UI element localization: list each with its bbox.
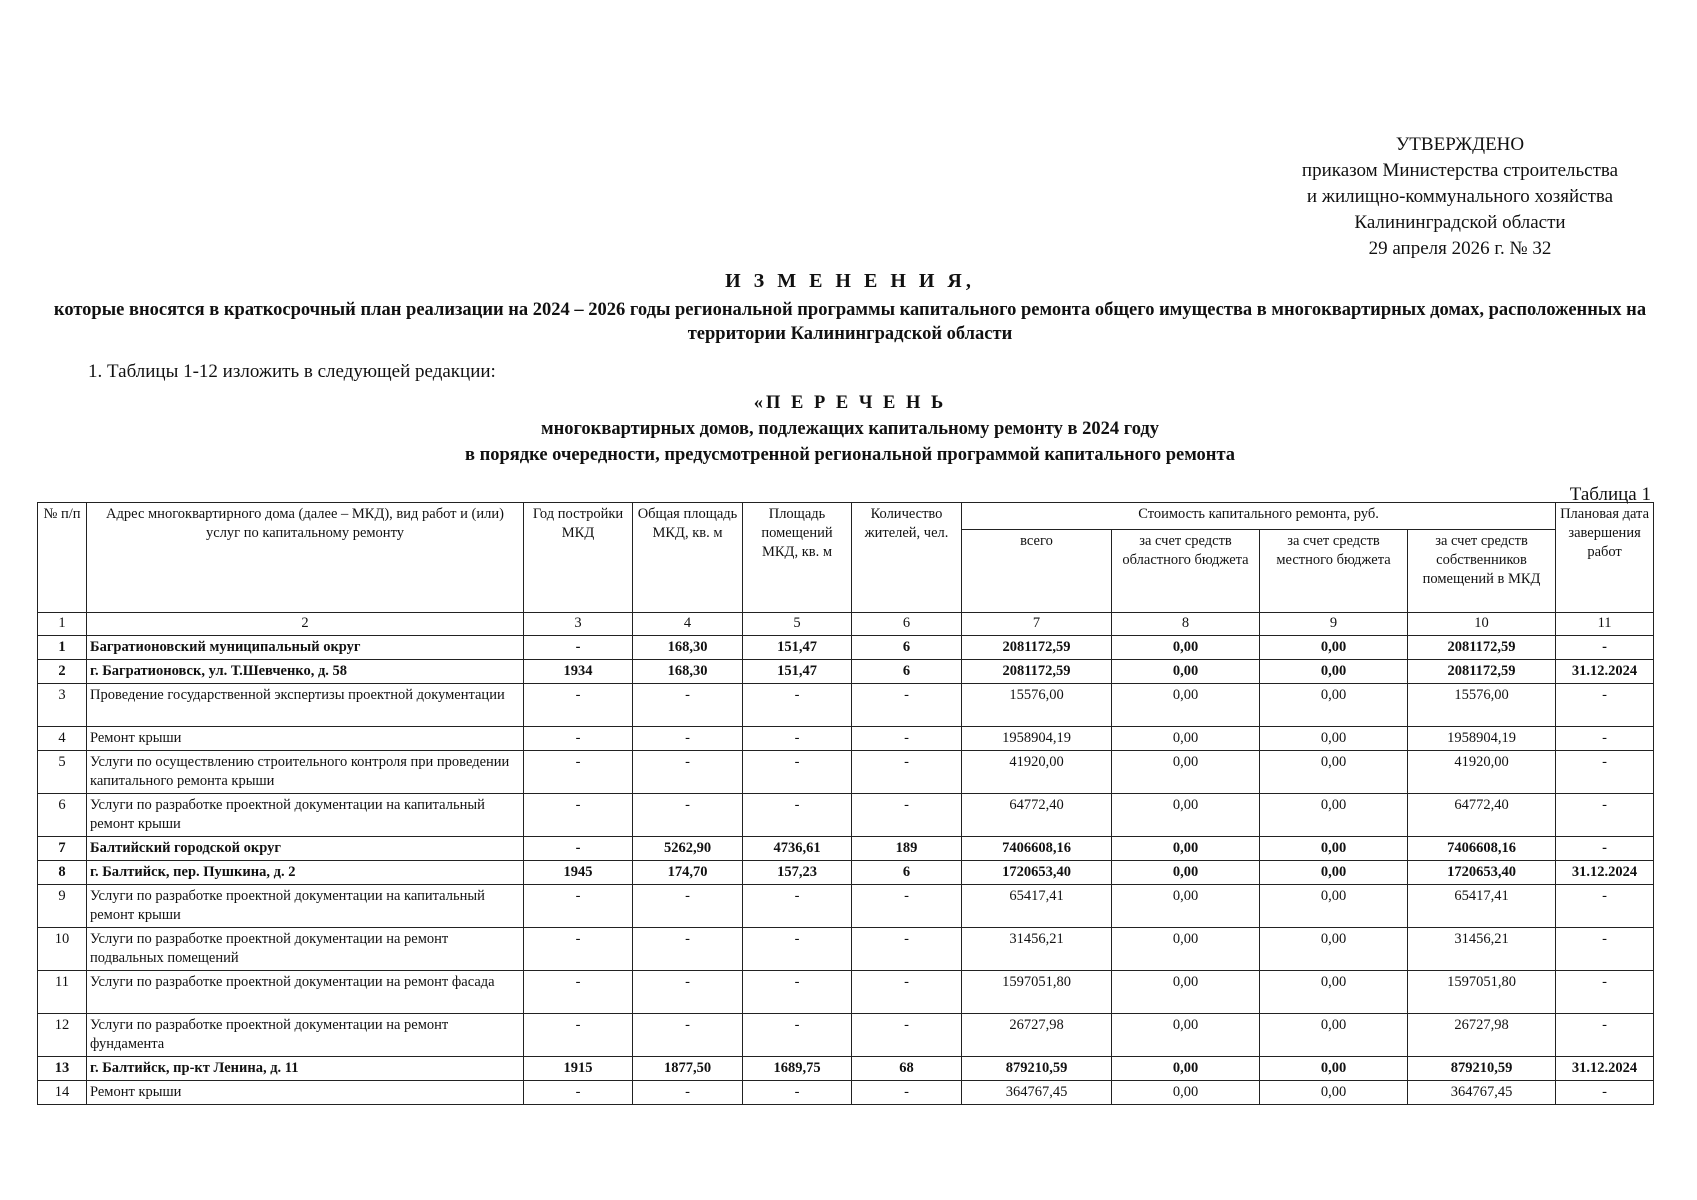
- row-total-area: -: [633, 971, 743, 1014]
- row-premises-area: 4736,61: [743, 837, 852, 861]
- row-cost-local: 0,00: [1260, 751, 1408, 794]
- row-cost-regional: 0,00: [1112, 727, 1260, 751]
- document-subtitle: которые вносятся в краткосрочный план реализации на 2024 – 2026 годы региональной программы капитального ремонта общего имущества в многоквартирных домах, расположенных на территории Калининградской области: [53, 300, 1647, 344]
- row-cost-total: 1597051,80: [962, 971, 1112, 1014]
- row-address: Балтийский городской округ: [87, 837, 524, 861]
- row-total-area: 5262,90: [633, 837, 743, 861]
- column-number: 8: [1112, 613, 1260, 636]
- row-cost-total: 2081172,59: [962, 660, 1112, 684]
- table-row: [38, 660, 1654, 684]
- header-cost-owners: за счет средств собственников помещений в МКД: [1408, 530, 1556, 613]
- row-date: -: [1556, 885, 1654, 928]
- row-cost-regional: 0,00: [1112, 794, 1260, 837]
- row-number: 12: [38, 1014, 87, 1057]
- row-address: г. Багратионовск, ул. Т.Шевченко, д. 58: [87, 660, 524, 684]
- row-residents: 6: [852, 636, 962, 660]
- row-date: -: [1556, 971, 1654, 1014]
- row-residents: 6: [852, 660, 962, 684]
- document-title: И З М Е Н Е Н И Я,: [725, 270, 975, 292]
- row-date: -: [1556, 727, 1654, 751]
- row-cost-owners: 2081172,59: [1408, 636, 1556, 660]
- row-premises-area: -: [743, 885, 852, 928]
- row-cost-regional: 0,00: [1112, 751, 1260, 794]
- row-cost-local: 0,00: [1260, 1014, 1408, 1057]
- table-header-row: [38, 503, 1654, 530]
- header-date: Плановая дата завершения работ: [1556, 503, 1654, 613]
- row-year: -: [524, 928, 633, 971]
- row-cost-owners: 879210,59: [1408, 1057, 1556, 1081]
- row-cost-total: 31456,21: [962, 928, 1112, 971]
- header-num: № п/п: [38, 503, 87, 613]
- row-premises-area: -: [743, 751, 852, 794]
- row-cost-total: 1958904,19: [962, 727, 1112, 751]
- row-cost-total: 364767,45: [962, 1081, 1112, 1105]
- header-address: Адрес многоквартирного дома (далее – МКД), вид работ и (или) услуг по капитальному ремонту: [87, 503, 524, 613]
- header-cost-local: за счет средств местного бюджета: [1260, 530, 1408, 613]
- row-premises-area: -: [743, 971, 852, 1014]
- row-residents: 189: [852, 837, 962, 861]
- table-row: [38, 861, 1654, 885]
- header-residents: Количество жителей, чел.: [852, 503, 962, 613]
- row-date: -: [1556, 636, 1654, 660]
- row-year: -: [524, 885, 633, 928]
- row-year: -: [524, 794, 633, 837]
- row-cost-owners: 7406608,16: [1408, 837, 1556, 861]
- row-number: 5: [38, 751, 87, 794]
- row-cost-total: 1720653,40: [962, 861, 1112, 885]
- approval-line: приказом Министерства строительства: [1301, 160, 1619, 181]
- row-address: Услуги по разработке проектной документации на ремонт фундамента: [87, 1014, 524, 1057]
- row-cost-owners: 41920,00: [1408, 751, 1556, 794]
- row-cost-owners: 65417,41: [1408, 885, 1556, 928]
- row-cost-regional: 0,00: [1112, 660, 1260, 684]
- row-premises-area: 1689,75: [743, 1057, 852, 1081]
- table-row: [38, 636, 1654, 660]
- row-premises-area: 157,23: [743, 861, 852, 885]
- row-residents: -: [852, 684, 962, 727]
- row-residents: -: [852, 794, 962, 837]
- row-residents: 68: [852, 1057, 962, 1081]
- row-cost-local: 0,00: [1260, 727, 1408, 751]
- row-cost-total: 2081172,59: [962, 636, 1112, 660]
- row-total-area: -: [633, 885, 743, 928]
- table-row: [38, 885, 1654, 928]
- row-number: 1: [38, 636, 87, 660]
- row-premises-area: -: [743, 684, 852, 727]
- row-cost-owners: 26727,98: [1408, 1014, 1556, 1057]
- row-number: 7: [38, 837, 87, 861]
- row-date: -: [1556, 1081, 1654, 1105]
- row-total-area: -: [633, 727, 743, 751]
- row-cost-regional: 0,00: [1112, 1014, 1260, 1057]
- row-premises-area: -: [743, 928, 852, 971]
- row-year: -: [524, 1014, 633, 1057]
- row-number: 3: [38, 684, 87, 727]
- row-residents: 6: [852, 861, 962, 885]
- row-total-area: 168,30: [633, 636, 743, 660]
- row-cost-total: 65417,41: [962, 885, 1112, 928]
- row-premises-area: -: [743, 1014, 852, 1057]
- row-residents: -: [852, 928, 962, 971]
- row-residents: -: [852, 1014, 962, 1057]
- table-row: [38, 837, 1654, 861]
- row-address: Услуги по разработке проектной документации на ремонт подвальных помещений: [87, 928, 524, 971]
- row-total-area: 1877,50: [633, 1057, 743, 1081]
- row-number: 13: [38, 1057, 87, 1081]
- document-heading: [40, 268, 1660, 346]
- row-number: 4: [38, 727, 87, 751]
- row-cost-regional: 0,00: [1112, 837, 1260, 861]
- row-premises-area: 151,47: [743, 660, 852, 684]
- row-cost-local: 0,00: [1260, 684, 1408, 727]
- row-premises-area: -: [743, 1081, 852, 1105]
- column-number: 9: [1260, 613, 1408, 636]
- row-address: Ремонт крыши: [87, 727, 524, 751]
- row-cost-local: 0,00: [1260, 636, 1408, 660]
- row-address: Услуги по разработке проектной документации на ремонт фасада: [87, 971, 524, 1014]
- table-row: [38, 1014, 1654, 1057]
- row-year: -: [524, 684, 633, 727]
- row-date: -: [1556, 928, 1654, 971]
- row-year: 1915: [524, 1057, 633, 1081]
- row-number: 6: [38, 794, 87, 837]
- row-number: 10: [38, 928, 87, 971]
- row-cost-owners: 364767,45: [1408, 1081, 1556, 1105]
- row-cost-local: 0,00: [1260, 1057, 1408, 1081]
- row-number: 8: [38, 861, 87, 885]
- row-address: Услуги по разработке проектной документации на капитальный ремонт крыши: [87, 885, 524, 928]
- row-cost-total: 41920,00: [962, 751, 1112, 794]
- row-address: г. Балтийск, пер. Пушкина, д. 2: [87, 861, 524, 885]
- column-number: 3: [524, 613, 633, 636]
- row-date: -: [1556, 794, 1654, 837]
- table-row: [38, 684, 1654, 727]
- row-address: Проведение государственной экспертизы проектной документации: [87, 684, 524, 727]
- row-cost-owners: 2081172,59: [1408, 660, 1556, 684]
- row-number: 14: [38, 1081, 87, 1105]
- row-premises-area: -: [743, 727, 852, 751]
- row-cost-owners: 64772,40: [1408, 794, 1556, 837]
- row-cost-total: 15576,00: [962, 684, 1112, 727]
- row-year: -: [524, 1081, 633, 1105]
- row-year: 1934: [524, 660, 633, 684]
- column-number: 1: [38, 613, 87, 636]
- row-premises-area: -: [743, 794, 852, 837]
- row-year: -: [524, 971, 633, 1014]
- table-row: [38, 794, 1654, 837]
- row-residents: -: [852, 885, 962, 928]
- table-row: [38, 1057, 1654, 1081]
- header-cost: Стоимость капитального ремонта, руб.: [962, 503, 1556, 530]
- row-number: 9: [38, 885, 87, 928]
- approval-stamp: [1270, 132, 1650, 262]
- table-label: Таблица 1: [1569, 484, 1651, 505]
- row-cost-local: 0,00: [1260, 837, 1408, 861]
- list-title: «П Е Р Е Ч Е Н Ь: [753, 393, 947, 413]
- instruction-paragraph: 1. Таблицы 1-12 изложить в следующей редакции:: [88, 361, 496, 382]
- row-address: Услуги по разработке проектной документации на капитальный ремонт крыши: [87, 794, 524, 837]
- header-premises-area: Площадь помещений МКД, кв. м: [743, 503, 852, 613]
- row-address: Ремонт крыши: [87, 1081, 524, 1105]
- row-total-area: -: [633, 928, 743, 971]
- row-cost-regional: 0,00: [1112, 928, 1260, 971]
- row-date: -: [1556, 684, 1654, 727]
- approval-line: 29 апреля 2026 г. № 32: [1368, 238, 1552, 259]
- row-date: -: [1556, 837, 1654, 861]
- row-year: -: [524, 636, 633, 660]
- row-cost-total: 879210,59: [962, 1057, 1112, 1081]
- table-row: [38, 751, 1654, 794]
- row-cost-owners: 15576,00: [1408, 684, 1556, 727]
- row-cost-local: 0,00: [1260, 660, 1408, 684]
- approval-line: Калининградской области: [1354, 212, 1566, 233]
- row-cost-regional: 0,00: [1112, 684, 1260, 727]
- column-number: 10: [1408, 613, 1556, 636]
- row-cost-regional: 0,00: [1112, 1057, 1260, 1081]
- row-total-area: 174,70: [633, 861, 743, 885]
- column-number: 7: [962, 613, 1112, 636]
- table-row: [38, 727, 1654, 751]
- column-number: 4: [633, 613, 743, 636]
- row-date: -: [1556, 1014, 1654, 1057]
- row-year: -: [524, 727, 633, 751]
- row-total-area: -: [633, 794, 743, 837]
- row-residents: -: [852, 971, 962, 1014]
- row-cost-regional: 0,00: [1112, 971, 1260, 1014]
- row-residents: -: [852, 727, 962, 751]
- column-number: 5: [743, 613, 852, 636]
- row-number: 11: [38, 971, 87, 1014]
- row-year: -: [524, 837, 633, 861]
- row-year: 1945: [524, 861, 633, 885]
- column-number: 6: [852, 613, 962, 636]
- header-cost-total: всего: [962, 530, 1112, 613]
- row-address: Багратионовский муниципальный округ: [87, 636, 524, 660]
- row-year: -: [524, 751, 633, 794]
- row-cost-regional: 0,00: [1112, 885, 1260, 928]
- row-number: 2: [38, 660, 87, 684]
- column-number-row: [38, 613, 1654, 636]
- row-cost-owners: 1958904,19: [1408, 727, 1556, 751]
- approval-line: и жилищно-коммунального хозяйства: [1306, 186, 1614, 207]
- approval-line: УТВЕРЖДЕНО: [1395, 134, 1525, 155]
- row-address: г. Балтийск, пр-кт Ленина, д. 11: [87, 1057, 524, 1081]
- header-cost-regional: за счет средств областного бюджета: [1112, 530, 1260, 613]
- row-total-area: 168,30: [633, 660, 743, 684]
- row-cost-total: 26727,98: [962, 1014, 1112, 1057]
- row-cost-local: 0,00: [1260, 928, 1408, 971]
- row-date: 31.12.2024: [1556, 1057, 1654, 1081]
- table-body: [38, 613, 1654, 1105]
- row-residents: -: [852, 751, 962, 794]
- row-date: -: [1556, 751, 1654, 794]
- row-cost-owners: 1597051,80: [1408, 971, 1556, 1014]
- row-total-area: -: [633, 1081, 743, 1105]
- row-cost-owners: 1720653,40: [1408, 861, 1556, 885]
- row-cost-local: 0,00: [1260, 971, 1408, 1014]
- table-row: [38, 1081, 1654, 1105]
- row-cost-regional: 0,00: [1112, 1081, 1260, 1105]
- row-date: 31.12.2024: [1556, 660, 1654, 684]
- row-total-area: -: [633, 684, 743, 727]
- column-number: 2: [87, 613, 524, 636]
- row-cost-total: 64772,40: [962, 794, 1112, 837]
- repair-table: [37, 502, 1654, 1105]
- list-subtitle: в порядке очередности, предусмотренной региональной программой капитального ремонта: [464, 445, 1236, 465]
- header-year: Год постройки МКД: [524, 503, 633, 613]
- table-row: [38, 928, 1654, 971]
- list-heading: [40, 390, 1660, 468]
- row-cost-regional: 0,00: [1112, 861, 1260, 885]
- row-total-area: -: [633, 751, 743, 794]
- column-number: 11: [1556, 613, 1654, 636]
- header-total-area: Общая площадь МКД, кв. м: [633, 503, 743, 613]
- row-address: Услуги по осуществлению строительного контроля при проведении капитального ремонта крыши: [87, 751, 524, 794]
- table-row: [38, 971, 1654, 1014]
- row-cost-regional: 0,00: [1112, 636, 1260, 660]
- row-premises-area: 151,47: [743, 636, 852, 660]
- row-date: 31.12.2024: [1556, 861, 1654, 885]
- row-cost-total: 7406608,16: [962, 837, 1112, 861]
- row-residents: -: [852, 1081, 962, 1105]
- row-total-area: -: [633, 1014, 743, 1057]
- row-cost-local: 0,00: [1260, 861, 1408, 885]
- row-cost-local: 0,00: [1260, 1081, 1408, 1105]
- row-cost-owners: 31456,21: [1408, 928, 1556, 971]
- row-cost-local: 0,00: [1260, 794, 1408, 837]
- row-cost-local: 0,00: [1260, 885, 1408, 928]
- list-subtitle: многоквартирных домов, подлежащих капитальному ремонту в 2024 году: [540, 419, 1160, 439]
